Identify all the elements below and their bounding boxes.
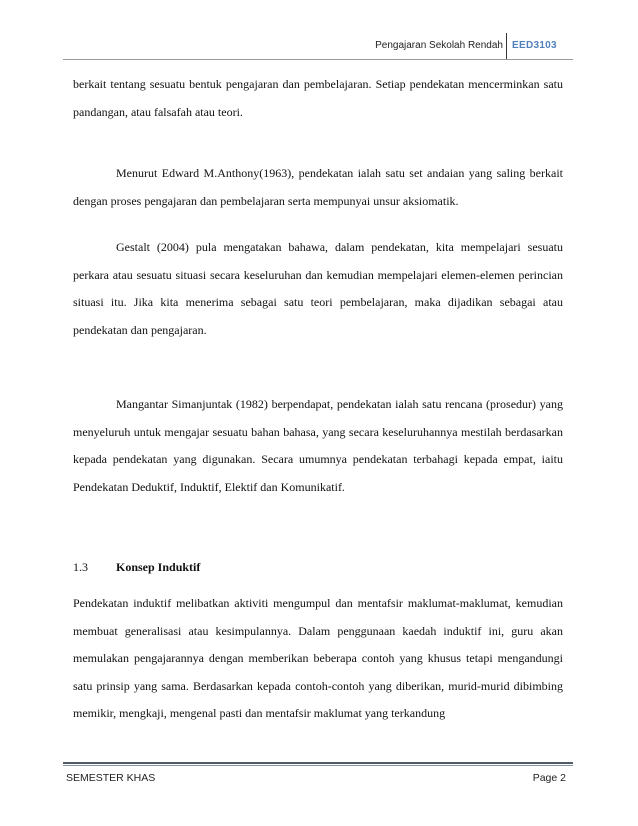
paragraph-text: berkait tentang sesuatu bentuk pengajaran dan pembelajaran. Setiap pendekatan mencerminkan satu pandangan, atau falsafah atau teori. <box>73 77 563 119</box>
footer-rule-thin <box>63 765 573 766</box>
header-title: Pengajaran Sekolah Rendah <box>375 40 503 51</box>
paragraph-simanjuntak <box>73 391 563 501</box>
footer-semester: SEMESTER KHAS <box>66 772 156 784</box>
paragraph-induktif <box>73 590 563 728</box>
footer-rule-thick <box>63 762 573 764</box>
paragraph-text: Menurut Edward M.Anthony(1963), pendekatan ialah satu set andaian yang saling berkait dengan proses pengajaran dan pembelajaran serta mempunyai unsur aksiomatik. <box>73 166 563 208</box>
header-course-code: EED3103 <box>512 40 557 51</box>
paragraph-gestalt <box>73 234 563 344</box>
section-number: 1.3 <box>73 560 88 574</box>
paragraph-continued <box>73 71 563 126</box>
paragraph-text: Gestalt (2004) pula mengatakan bahawa, dalam pendekatan, kita mempelajari sesuatu perkara atau sesuatu situasi secara keseluruhan dan kemudian mempelajari elemen-elemen perincian situasi itu. Jika kita menerima sebagai satu teori pembelajaran, maka dijadikan sebagai atau pendekatan dan pengajaran. <box>73 240 563 337</box>
section-heading <box>73 554 200 582</box>
paragraph-anthony <box>73 160 563 215</box>
paragraph-text: Pendekatan induktif melibatkan aktiviti mengumpul dan mentafsir maklumat-maklumat, kemudian membuat generalisasi atau kesimpulannya. Dalam penggunaan kaedah induktif ini, guru akan memulakan pengajarannya dengan memberikan beberapa contoh yang khusus tetapi mengandungi satu prinsip yang sama. Berdasarkan kepada contoh-contoh yang diberikan, murid-murid dibimbing memikir, mengkaji, mengenal pasti dan mentafsir maklumat yang terkandung <box>73 596 563 720</box>
paragraph-text: Mangantar Simanjuntak (1982) berpendapat, pendekatan ialah satu rencana (prosedur) yang menyeluruh untuk mengajar sesuatu bahan bahasa, yang secara keseluruhannya mestilah berdasarkan kepada pendekatan yang digunakan. Secara umumnya pendekatan terbahagi kepada empat, iaitu Pendekatan Deduktif, Induktif, Elektif dan Komunikatif. <box>73 397 563 494</box>
footer-page-number: Page 2 <box>532 772 566 784</box>
section-title: Konsep Induktif <box>116 560 201 574</box>
header-separator <box>506 33 507 59</box>
header-rule <box>63 59 573 60</box>
